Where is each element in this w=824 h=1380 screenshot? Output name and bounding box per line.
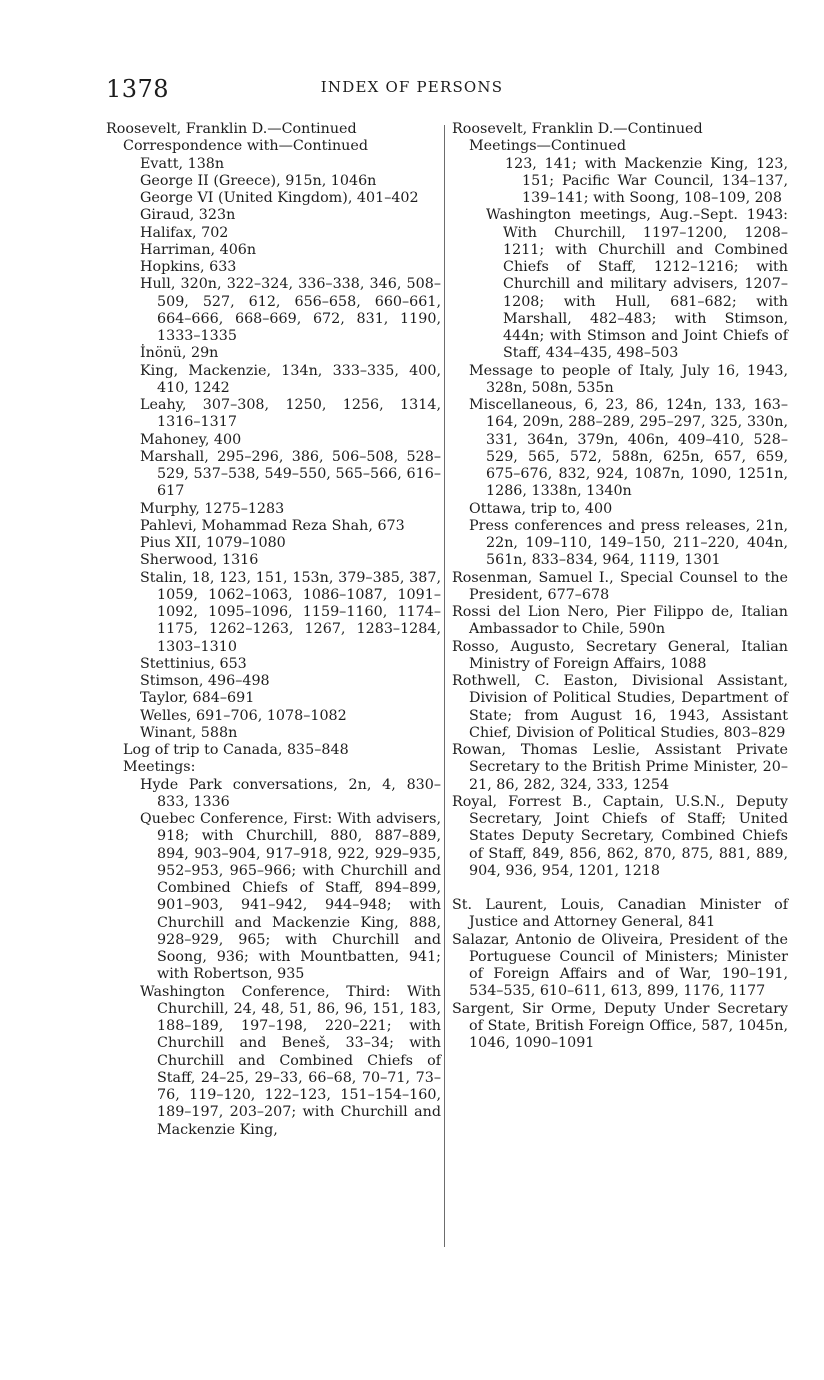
index-entry: Winant, 588n <box>140 724 238 741</box>
index-entry: Sargent, Sir Orme, Deputy Under Secretary of State, British Foreign Office, 587, 1045n, 1046, 1090–1091 <box>452 1000 788 1051</box>
index-entry: Meetings: <box>123 759 196 776</box>
index-entry: İnönü, 29n <box>140 345 219 362</box>
index-entry: Washington meetings, Aug.–Sept. 1943: With Churchill, 1197–1200, 1208–1211; with Churchill and Combined Chiefs of Staff, 1212–1216; with Churchill and military advisers, 1207–1208; with Hull, 681–682; with Marshall, 482–483; with Stimson, 444n; with Stimson and Joint Chiefs of Staff, 434–435, 498–503 <box>486 207 788 362</box>
index-entry: St. Laurent, Louis, Canadian Minister of Justice and Attorney General, 841 <box>452 897 788 931</box>
index-entry: Pius XII, 1079–1080 <box>140 535 286 551</box>
index-entry: Evatt, 138n <box>140 155 225 172</box>
index-entry: Press conferences and press releases, 21n, 22n, 109–110, 149–150, 211–220, 404n, 561n, 833–834, 964, 1119, 1301 <box>469 517 788 569</box>
running-head: INDEX OF PERSONS <box>320 78 504 96</box>
index-entry: Washington Conference, Third: With Churchill, 24, 48, 51, 86, 96, 151, 183, 188–189, 197–198, 220–221; with Churchill and Beneš, 33–34; with Churchill and Combined Chiefs of Staff, 24–25, 29–33, 66–68, 70–71, 73–76, 119–120, 122–123, 151–154–160, 189–197, 203–207; with Churchill and Mackenzie King, <box>140 983 441 1138</box>
index-entry: Giraud, 323n <box>140 207 236 224</box>
index-entry: Welles, 691–706, 1078–1082 <box>140 707 347 724</box>
index-entry: Stettinius, 653 <box>140 655 247 672</box>
index-entry: Quebec Conference, First: With advisers, 918; with Churchill, 880, 887–889, 894, 903–904, 917–918, 922, 929–935, 952–953, 965–966; with Churchill and Combined Chiefs of Staff, 894–899, 901–903, 941–942, 944–948; with Churchill and Mackenzie King, 888, 928–929, 965; with Churchill and Soong, 936; with Mountbatten, 941; with Robertson, 935 <box>140 811 441 983</box>
index-entry: Meetings—Continued <box>469 138 626 155</box>
index-entry: Rosso, Augusto, Secretary General, Italian Ministry of Foreign Affairs, 1088 <box>452 638 788 672</box>
index-entry: Ottawa, trip to, 400 <box>469 500 613 517</box>
index-entry: Mahoney, 400 <box>140 431 242 448</box>
index-entry: Royal, Forrest B., Captain, U.S.N., Deputy Secretary, Joint Chiefs of Staff; United States Deputy Secretary, Combined Chiefs of Staff, 849, 856, 862, 870, 875, 881, 889, 904, 936, 954, 1201, 1218 <box>452 793 788 879</box>
index-entry: Sherwood, 1316 <box>140 552 259 569</box>
index-entry: Roosevelt, Franklin D.—Continued <box>106 121 357 137</box>
index-entry: Message to people of Italy, July 16, 1943, 328n, 508n, 535n <box>469 362 788 396</box>
index-entry: Rosenman, Samuel I., Special Counsel to the President, 677–678 <box>452 569 788 603</box>
index-entry: Murphy, 1275–1283 <box>140 500 285 517</box>
index-entry: Pahlevi, Mohammad Reza Shah, 673 <box>140 517 405 534</box>
index-entry: Rossi del Lion Nero, Pier Filippo de, Italian Ambassador to Chile, 590n <box>452 604 788 638</box>
index-entry: Leahy, 307–308, 1250, 1256, 1314, 1316–1317 <box>140 397 441 431</box>
index-entry: 123, 141; with Mackenzie King, 123, 151; Pacific War Council, 134–137, 139–141; with Soong, 108–109, 208 <box>505 155 788 206</box>
index-entry: Salazar, Antonio de Oliveira, President of the Portuguese Council of Ministers; Minister of Foreign Affairs and of War, 190–191, 534–535, 610–611, 613, 899, 1176, 1177 <box>452 931 788 1000</box>
index-entry: Log of trip to Canada, 835–848 <box>123 742 349 758</box>
index-entry: Hopkins, 633 <box>140 259 237 275</box>
index-entry: Correspondence with—Continued <box>123 138 368 155</box>
index-entry: Rowan, Thomas Leslie, Assistant Private Secretary to the British Prime Minister, 20–21, 86, 282, 324, 333, 1254 <box>452 742 788 793</box>
index-entry: King, Mackenzie, 134n, 333–335, 400, 410, 1242 <box>140 362 441 396</box>
index-column-left <box>106 121 441 1139</box>
index-entry: George II (Greece), 915n, 1046n <box>140 172 377 189</box>
column-divider <box>444 125 445 1247</box>
index-entry: Miscellaneous, 6, 23, 86, 124n, 133, 163–164, 209n, 288–289, 295–297, 325, 330n, 331, 364n, 379n, 406n, 409–410, 528–529, 565, 572, 588n, 625n, 657, 659, 675–676, 832, 924, 1087n, 1090, 1251n, 1286, 1338n, 1340n <box>469 397 788 500</box>
index-entry: Marshall, 295–296, 386, 506–508, 528–529, 537–538, 549–550, 565–566, 616–617 <box>140 448 441 500</box>
index-entry: Halifax, 702 <box>140 224 229 241</box>
index-entry: Taylor, 684–691 <box>140 690 255 707</box>
index-entry: Rothwell, C. Easton, Divisional Assistant, Division of Political Studies, Department of State; from August 16, 1943, Assistant Chief, Division of Political Studies, 803–829 <box>452 673 788 741</box>
index-column-right <box>452 121 788 1052</box>
index-entry: Hyde Park conversations, 2n, 4, 830–833, 1336 <box>140 776 441 810</box>
page-number: 1378 <box>106 75 170 103</box>
index-entry: Stalin, 18, 123, 151, 153n, 379–385, 387, 1059, 1062–1063, 1086–1087, 1091–1092, 1095–1096, 1159–1160, 1174–1175, 1262–1263, 1267, 1283–1284, 1303–1310 <box>140 569 441 655</box>
index-entry: Roosevelt, Franklin D.—Continued <box>452 121 703 137</box>
index-entry: Harriman, 406n <box>140 241 257 258</box>
index-entry: Hull, 320n, 322–324, 336–338, 346, 508–509, 527, 612, 656–658, 660–661, 664–666, 668–669, 672, 831, 1190, 1333–1335 <box>140 276 441 344</box>
index-entry: Stimson, 496–498 <box>140 673 270 689</box>
index-entry: George VI (United Kingdom), 401–402 <box>140 190 419 206</box>
